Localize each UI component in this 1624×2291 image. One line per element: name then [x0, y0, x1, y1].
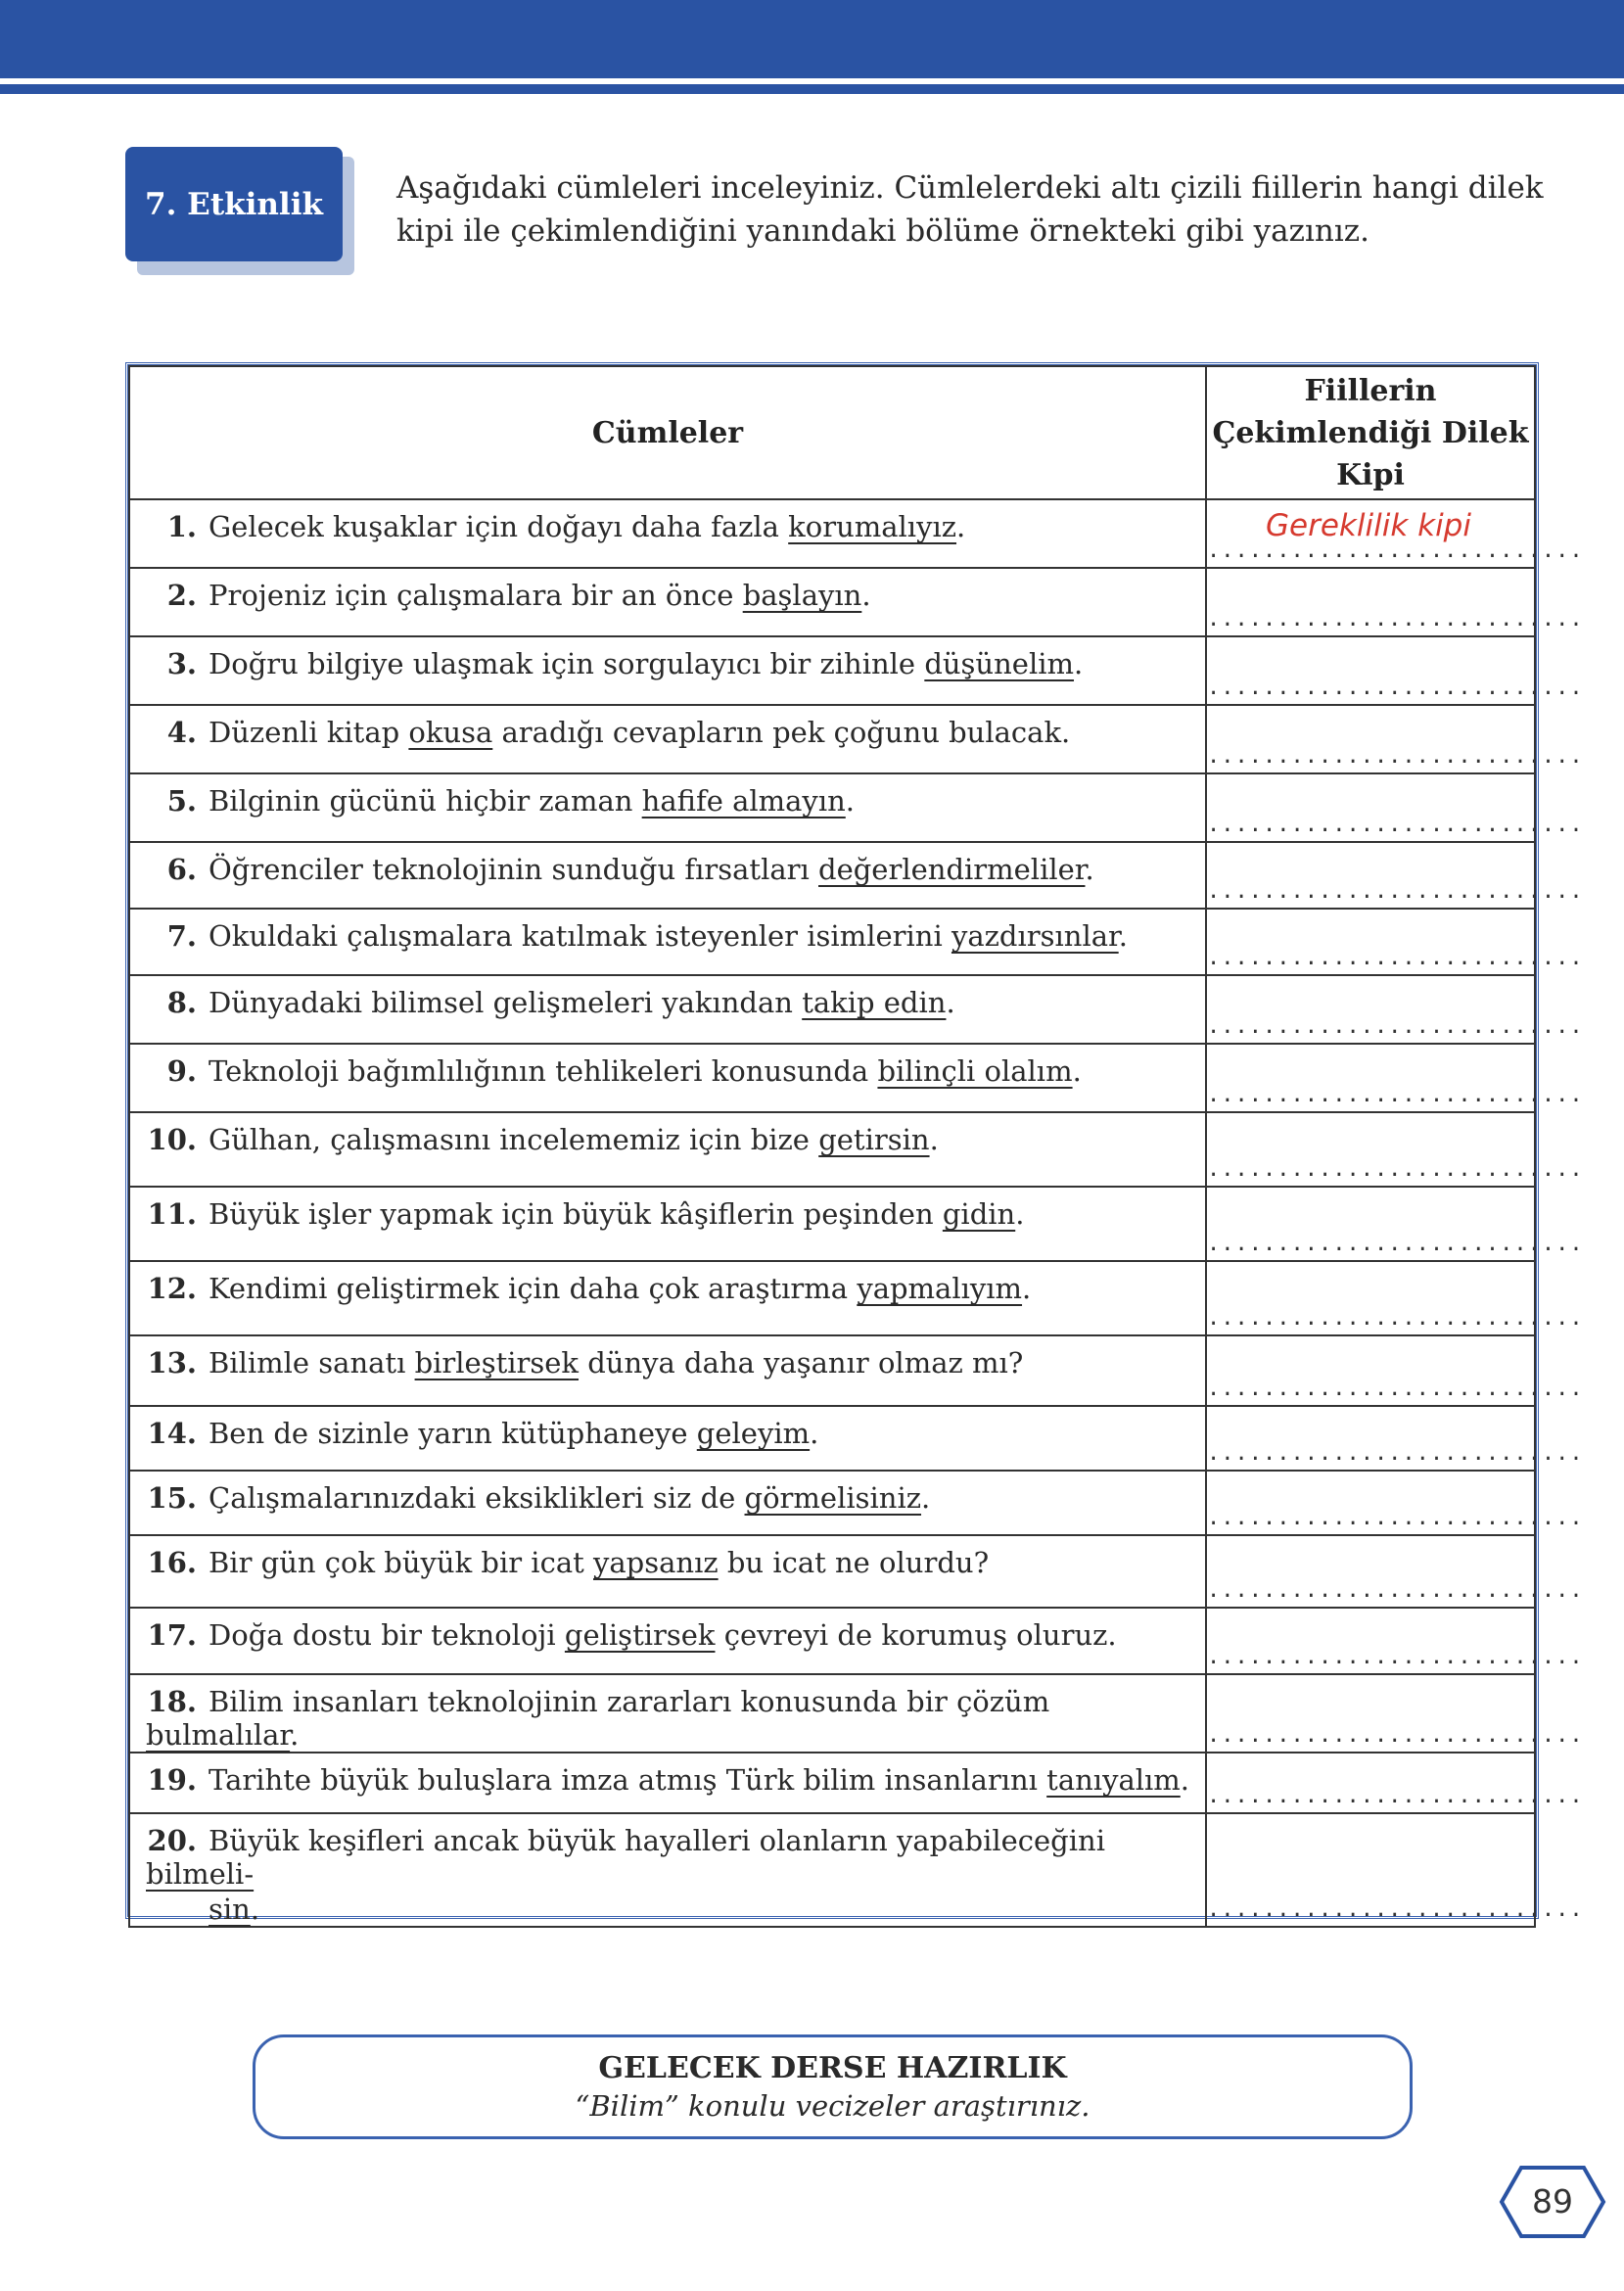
sentence-cell — [129, 705, 1206, 773]
answer-cell[interactable] — [1206, 1471, 1584, 1535]
sentence-text: Dünyadaki bilimsel gelişmeleri yakından — [209, 986, 803, 1019]
underlined-verb: yazdırsınlar — [951, 919, 1119, 953]
table-row — [129, 1187, 1535, 1261]
underlined-verb: tanıyalım — [1046, 1763, 1181, 1797]
answer-cell[interactable] — [1206, 636, 1584, 705]
answer-cell[interactable] — [1206, 499, 1584, 568]
answer-cell[interactable] — [1206, 1335, 1584, 1406]
underlined-verb: okusa — [408, 716, 493, 749]
sentence-text: Bilginin gücünü hiçbir zaman — [209, 784, 642, 818]
answer-dotted-line: ........................... — [1207, 1083, 1584, 1107]
sentence-text: Gelecek kuşaklar için doğayı daha fazla — [209, 510, 789, 543]
sentence-number: 11. — [147, 1197, 197, 1231]
table-row — [129, 636, 1535, 705]
activity-instruction: Aşağıdaki cümleleri inceleyiniz. Cümlelerdeki altı çizili fiillerin hangi dilek kipi ile çekimlendiğini yanındaki bölüme örnekteki gibi yazınız. — [396, 170, 1544, 249]
sentence-text-end: dünya daha yaşanır olmaz mı? — [579, 1346, 1024, 1379]
sentence-text: Tarihte büyük buluşlara imza atmış Türk bilim insanlarını — [209, 1763, 1047, 1797]
underlined-verb: düşünelim — [924, 647, 1075, 680]
sentence-cell — [129, 975, 1206, 1044]
sentence-number: 2. — [166, 579, 197, 612]
page-number — [1498, 2164, 1607, 2240]
sentence-text-end: . — [1022, 1272, 1032, 1305]
next-lesson-text: “Bilim” konulu vecizeler araştırınız. — [575, 2089, 1090, 2123]
sentence-cell — [129, 909, 1206, 975]
underlined-verb: bulmalılar — [146, 1718, 291, 1752]
underlined-verb: başlayın — [742, 579, 862, 612]
sentence-text: Gülhan, çalışmasını incelememiz için bize — [209, 1123, 819, 1156]
underlined-verb: bilmeli- — [146, 1857, 255, 1891]
sentence-cell — [129, 499, 1206, 568]
sentence-text-end: . — [956, 510, 966, 543]
answer-dotted-line: ........................... — [1207, 744, 1584, 769]
answer-cell[interactable] — [1206, 842, 1584, 909]
table-row — [129, 1608, 1535, 1674]
answer-cell[interactable] — [1206, 909, 1584, 975]
table-row — [129, 1112, 1535, 1187]
underlined-verb: birleştirsek — [414, 1346, 580, 1379]
sentence-cell — [129, 1187, 1206, 1261]
table-row — [129, 705, 1535, 773]
underlined-verb: hafife almayın — [641, 784, 846, 818]
answer-cell[interactable] — [1206, 1261, 1584, 1335]
answer-dotted-line: ........................... — [1207, 1441, 1584, 1466]
sentence-text: Büyük işler yapmak için büyük kâşiflerin peşinden — [209, 1197, 943, 1231]
sentence-text-end: çevreyi de korumuş oluruz. — [715, 1618, 1117, 1652]
table-row — [129, 1335, 1535, 1406]
sentence-cell — [129, 1813, 1206, 1927]
answer-dotted-line: ........................... — [1207, 879, 1584, 904]
sentence-text-end: . — [929, 1123, 939, 1156]
table-row — [129, 1044, 1535, 1112]
sentence-text: Kendimi geliştirmek için daha çok araştırma — [209, 1272, 858, 1305]
sentence-cell — [129, 568, 1206, 636]
sentence-text: Öğrenciler teknolojinin sunduğu fırsatları — [209, 853, 819, 886]
answer-dotted-line: ........................... — [1207, 1232, 1584, 1256]
sentence-number: 6. — [166, 853, 197, 886]
page-number-text: 89 — [1532, 2182, 1573, 2221]
underlined-verb: yapmalıyım — [857, 1272, 1023, 1305]
underlined-verb: geleyim — [696, 1417, 811, 1450]
sentence-text-end: . — [810, 1417, 819, 1450]
table-row — [129, 568, 1535, 636]
table-row — [129, 1674, 1535, 1753]
underlined-verb: korumalıyız — [788, 510, 957, 543]
sentence-cell — [129, 1261, 1206, 1335]
sentence-text-end: . — [1180, 1763, 1190, 1797]
header-band — [0, 0, 1624, 78]
sentence-text-end: . — [946, 986, 955, 1019]
sentence-text: Projeniz için çalışmalara bir an önce — [209, 579, 743, 612]
exercise-table — [125, 362, 1584, 1926]
underlined-verb: bilinçli olalım — [877, 1054, 1073, 1088]
answer-dotted-line: ........................... — [1207, 676, 1584, 700]
sentence-continuation — [146, 1893, 1197, 1926]
sentence-cell — [129, 1044, 1206, 1112]
sentence-text-end: . — [845, 784, 855, 818]
answer-cell[interactable] — [1206, 1112, 1584, 1187]
sentence-number: 17. — [147, 1618, 197, 1652]
next-lesson-box — [253, 2034, 1413, 2139]
sentence-text-end: . — [861, 579, 871, 612]
table-row — [129, 1406, 1535, 1471]
sentence-cell — [129, 1753, 1206, 1813]
underlined-verb: görmelisiniz — [744, 1481, 922, 1515]
sentence-number: 14. — [147, 1417, 197, 1450]
handwritten-answer: Gereklilik kipi — [1266, 508, 1471, 543]
sentence-text-end: . — [250, 1893, 260, 1926]
table-row — [129, 1535, 1535, 1608]
sentence-number: 12. — [147, 1272, 197, 1305]
sentence-cell — [129, 636, 1206, 705]
table-row — [129, 1813, 1535, 1927]
sentence-text-end: . — [921, 1481, 931, 1515]
answer-cell[interactable] — [1206, 1608, 1584, 1674]
answer-dotted-line: ........................... — [1207, 1377, 1584, 1401]
table-row — [129, 975, 1535, 1044]
underlined-verb: yapsanız — [593, 1546, 719, 1579]
underlined-verb-continuation: sin — [209, 1893, 251, 1926]
sentence-cell — [129, 1674, 1206, 1753]
sentence-cell — [129, 1112, 1206, 1187]
next-lesson-title: GELECEK DERSE HAZIRLIK — [598, 2051, 1067, 2085]
sentence-number: 20. — [147, 1824, 197, 1857]
sentence-text-end: bu icat ne olurdu? — [718, 1546, 990, 1579]
sentence-number: 7. — [166, 919, 197, 953]
answer-dotted-line: ........................... — [1207, 538, 1584, 563]
sentence-cell — [129, 1335, 1206, 1406]
underlined-verb: değerlendirmeliler — [818, 853, 1086, 886]
header-kipi-label: Fiillerin Çekimlendiği Dilek Kipi — [1212, 373, 1529, 492]
table-row — [129, 773, 1535, 842]
answer-dotted-line: ........................... — [1207, 1306, 1584, 1331]
answer-dotted-line: ........................... — [1207, 1014, 1584, 1039]
sentence-cell — [129, 773, 1206, 842]
sentence-number: 15. — [147, 1481, 197, 1515]
answer-dotted-line: ........................... — [1207, 1723, 1584, 1748]
answer-cell[interactable] — [1206, 1187, 1584, 1261]
sentence-number: 18. — [147, 1685, 197, 1718]
answer-dotted-line: ........................... — [1207, 946, 1584, 970]
sentence-text-end: . — [1015, 1197, 1025, 1231]
sentence-text-end: . — [1118, 919, 1128, 953]
sentence-number: 4. — [166, 716, 197, 749]
table-row — [129, 1261, 1535, 1335]
sentence-number: 10. — [147, 1123, 197, 1156]
header-sentences: Cümleler — [129, 366, 1206, 499]
sentence-cell — [129, 1608, 1206, 1674]
activity-badge: 7. Etkinlik — [125, 147, 343, 261]
sentence-cell — [129, 1406, 1206, 1471]
table-row — [129, 499, 1535, 568]
sentence-text: Okuldaki çalışmalara katılmak isteyenler isimlerini — [209, 919, 951, 953]
answer-dotted-line: ........................... — [1207, 1157, 1584, 1182]
table-row — [129, 842, 1535, 909]
sentence-text: Doğa dostu bir teknoloji — [209, 1618, 565, 1652]
sentence-text-end: . — [290, 1718, 300, 1752]
answer-dotted-line: ........................... — [1207, 1897, 1584, 1922]
table-header-row — [129, 366, 1535, 499]
answer-dotted-line: ........................... — [1207, 1506, 1584, 1530]
sentence-text: Düzenli kitap — [209, 716, 409, 749]
answer-dotted-line: ........................... — [1207, 813, 1584, 837]
answer-cell[interactable] — [1206, 568, 1584, 636]
answer-cell[interactable] — [1206, 773, 1584, 842]
sentence-cell — [129, 842, 1206, 909]
sentence-number: 5. — [166, 784, 197, 818]
underlined-verb: gidin — [942, 1197, 1016, 1231]
sentence-number: 13. — [147, 1346, 197, 1379]
sentence-text: Teknoloji bağımlılığının tehlikeleri konusunda — [209, 1054, 878, 1088]
answer-dotted-line: ........................... — [1207, 1645, 1584, 1669]
sentence-cell — [129, 1471, 1206, 1535]
sentence-text-end: . — [1085, 853, 1094, 886]
sentence-text: Çalışmalarınızdaki eksiklikleri siz de — [209, 1481, 745, 1515]
sentence-number: 19. — [147, 1763, 197, 1797]
answer-cell[interactable] — [1206, 1044, 1584, 1112]
sentence-text: Bir gün çok büyük bir icat — [209, 1546, 593, 1579]
table-row — [129, 1471, 1535, 1535]
table-row — [129, 1753, 1535, 1813]
sentence-text-end: . — [1074, 647, 1084, 680]
sentence-number: 1. — [166, 510, 197, 543]
header-kipi — [1206, 366, 1535, 499]
sentence-cell — [129, 1535, 1206, 1608]
answer-cell[interactable] — [1206, 975, 1584, 1044]
underlined-verb: geliştirsek — [564, 1618, 716, 1652]
answer-dotted-line: ........................... — [1207, 1578, 1584, 1603]
sentence-text-end: . — [1072, 1054, 1082, 1088]
answer-cell[interactable] — [1206, 1753, 1584, 1813]
sentence-text-end: aradığı cevapların pek çoğunu bulacak. — [492, 716, 1071, 749]
sentence-number: 16. — [147, 1546, 197, 1579]
answer-cell[interactable] — [1206, 705, 1584, 773]
sentence-text: Bilimle sanatı — [209, 1346, 415, 1379]
answer-cell[interactable] — [1206, 1674, 1584, 1753]
underlined-verb: getirsin — [818, 1123, 930, 1156]
sentence-text: Ben de sizinle yarın kütüphaneye — [209, 1417, 697, 1450]
sentence-number: 8. — [166, 986, 197, 1019]
table-row — [129, 909, 1535, 975]
answer-cell[interactable] — [1206, 1406, 1584, 1471]
answer-dotted-line: ........................... — [1207, 1784, 1584, 1808]
sentence-number: 9. — [166, 1054, 197, 1088]
sentence-text: Büyük keşifleri ancak büyük hayalleri olanların yapabileceğini — [209, 1824, 1105, 1857]
answer-dotted-line: ........................... — [1207, 607, 1584, 631]
answer-cell[interactable] — [1206, 1535, 1584, 1608]
sentence-text: Doğru bilgiye ulaşmak için sorgulayıcı bir zihinle — [209, 647, 925, 680]
sentence-text: Bilim insanları teknolojinin zararları konusunda bir çözüm — [209, 1685, 1050, 1718]
sentence-number: 3. — [166, 647, 197, 680]
answer-cell[interactable] — [1206, 1813, 1584, 1927]
header-rule — [0, 84, 1624, 94]
underlined-verb: takip edin — [802, 986, 947, 1019]
